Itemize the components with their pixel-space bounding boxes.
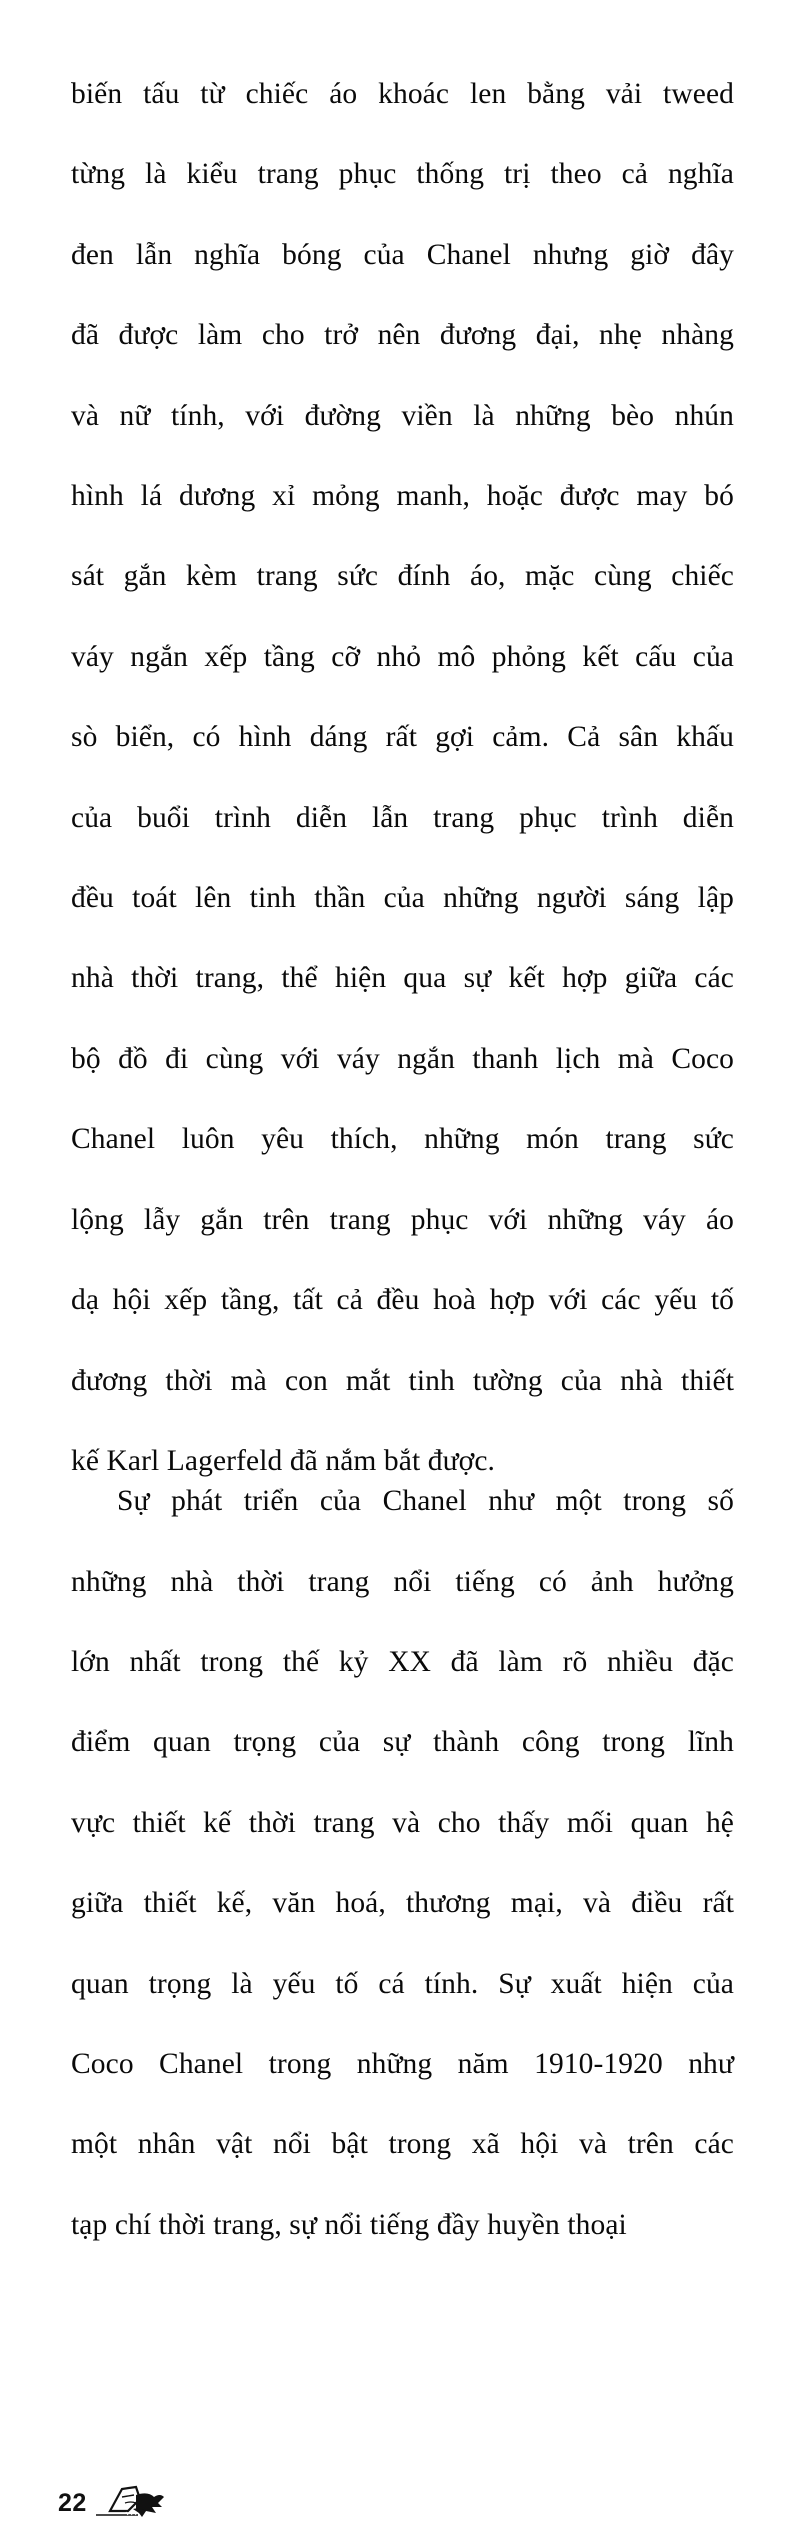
text-line: từng là kiểu trang phục thống trị theo cả nghĩa (71, 158, 734, 191)
paragraph-2 (71, 1481, 734, 2245)
text-line: quan trọng là yếu tố cá tính. Sự xuất hiện của (71, 1967, 734, 2000)
text-line: đã được làm cho trở nên đương đại, nhẹ nhàng (71, 319, 734, 352)
page-number: 22 (58, 2489, 87, 2517)
text-line: đều toát lên tinh thần của những người sáng lập (71, 882, 734, 915)
page-text-body (71, 74, 734, 2245)
text-line: bộ đồ đi cùng với váy ngắn thanh lịch mà Coco (71, 1042, 734, 1075)
text-line: hình lá dương xỉ mỏng manh, hoặc được may bó (71, 480, 734, 513)
text-line: Coco Chanel trong những năm 1910-1920 như (71, 2047, 734, 2080)
text-line: đương thời mà con mắt tinh tường của nhà thiết (71, 1364, 734, 1397)
text-line: vực thiết kế thời trang và cho thấy mối quan hệ (71, 1806, 734, 1839)
text-line: váy ngắn xếp tầng cỡ nhỏ mô phỏng kết cấu của (71, 640, 734, 673)
text-line: một nhân vật nổi bật trong xã hội và trên các (71, 2128, 734, 2161)
text-line: kế Karl Lagerfeld đã nắm bắt được. (71, 1444, 496, 1477)
text-line: lớn nhất trong thế kỷ XX đã làm rõ nhiều đặc (71, 1645, 734, 1678)
text-line: và nữ tính, với đường viền là những bèo nhún (71, 399, 734, 432)
text-line: biến tấu từ chiếc áo khoác len bằng vải tweed (71, 78, 734, 110)
text-line: giữa thiết kế, văn hoá, thương mại, và điều rất (71, 1887, 734, 1920)
text-line: dạ hội xếp tầng, tất cả đều hoà hợp với các yếu tố (71, 1284, 734, 1317)
text-line: đen lẫn nghĩa bóng của Chanel nhưng giờ đây (71, 238, 734, 271)
text-line: lộng lẫy gắn trên trang phục với những váy áo (71, 1203, 734, 1236)
text-line: Chanel luôn yêu thích, những món trang sức (71, 1123, 734, 1156)
text-line: tạp chí thời trang, sự nổi tiếng đầy huyền thoại (71, 2208, 627, 2241)
text-line: Sự phát triển của Chanel như một trong số (117, 1485, 734, 1518)
text-line: của buổi trình diễn lẫn trang phục trình diễn (71, 801, 734, 834)
text-line: sát gắn kèm trang sức đính áo, mặc cùng chiếc (71, 560, 734, 593)
text-line: nhà thời trang, thể hiện qua sự kết hợp giữa các (71, 962, 734, 995)
text-line: những nhà thời trang nổi tiếng có ảnh hưởng (71, 1565, 734, 1598)
text-line: sò biển, có hình dáng rất gợi cảm. Cả sân khấu (71, 721, 734, 754)
text-line: điểm quan trọng của sự thành công trong lĩnh (71, 1726, 734, 1759)
flying-bird-ornament-icon (92, 2481, 172, 2529)
